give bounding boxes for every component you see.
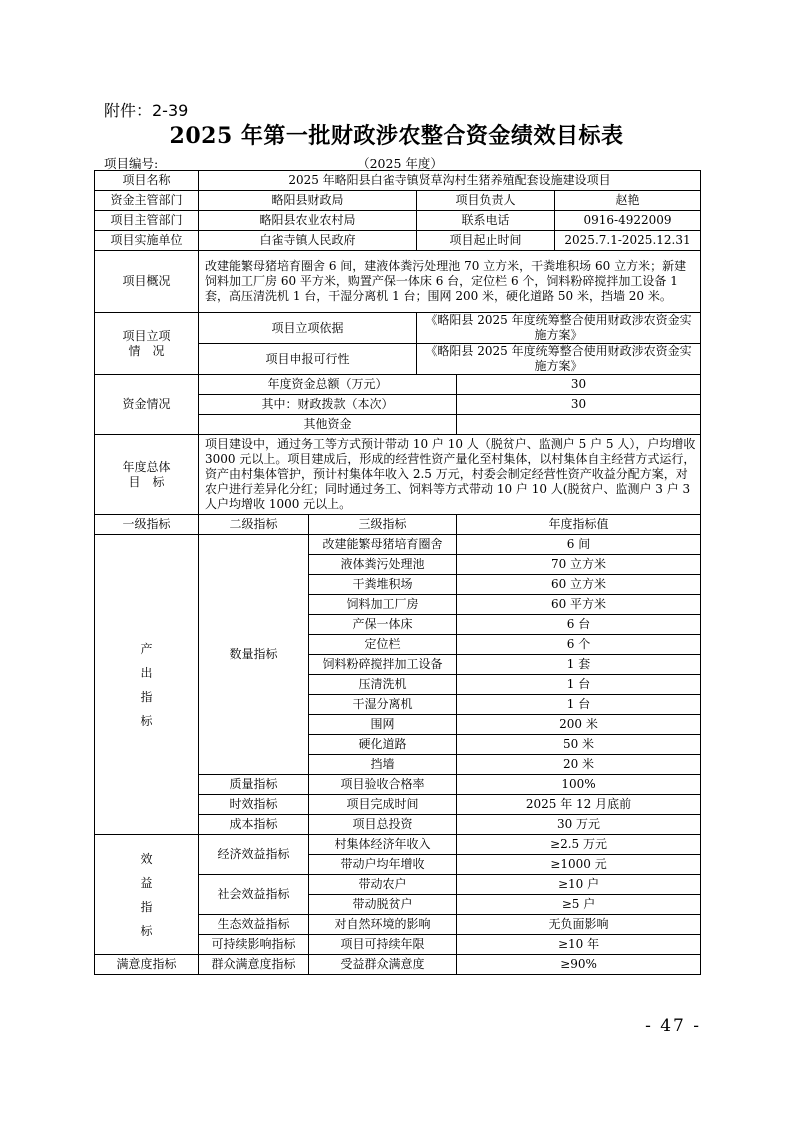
- basis-value: 《略阳县 2025 年度统筹整合使用财政涉农资金实施方案》: [417, 313, 701, 344]
- indicator-name: 带动农户: [309, 875, 457, 895]
- indicator-value: 60 平方米: [457, 595, 701, 615]
- project-number-label: 项目编号:: [104, 156, 159, 171]
- feasibility-value: 《略阳县 2025 年度统筹整合使用财政涉农资金实施方案》: [417, 344, 701, 375]
- total-funds-row: [95, 375, 701, 395]
- indicator-value: 6 个: [457, 635, 701, 655]
- approval-label: [95, 313, 199, 375]
- indicator-name: 带动脱贫户: [309, 895, 457, 915]
- indicator-name: 项目可持续年限: [309, 935, 457, 955]
- performance-target-table: [94, 170, 701, 975]
- indicator-name: 压清洗机: [309, 675, 457, 695]
- leader-value: 赵艳: [555, 191, 701, 211]
- table-row: [95, 955, 701, 975]
- output-indicator-label: 产 出 指 标: [95, 535, 199, 835]
- indicator-name: 围网: [309, 715, 457, 735]
- indicator-name: 项目总投资: [309, 815, 457, 835]
- indicator-name: 产保一体床: [309, 615, 457, 635]
- indicator-name: 改建能繁母猪培育圈舍: [309, 535, 457, 555]
- indicator-value: ≥10 户: [457, 875, 701, 895]
- page-number: - 47 -: [645, 1016, 701, 1036]
- indicator-name: 硬化道路: [309, 735, 457, 755]
- indicator-name: 干湿分离机: [309, 695, 457, 715]
- indicator-value: ≥1000 元: [457, 855, 701, 875]
- goal-text: 项目建设中，通过务工等方式预计带动 10 户 10 人（脱贫户、监测户 5 户 5 人），户均增收 3000 元以上。项目建成后，形成的经营性资产量化至村集体，以村集体自主经营方式运行，资产由村集体管护，预计村集体年收入 2.5 万元，村委会制定经营性资产收益分配方案，对农户进行差异化分红；同时通过务工、饲料等方式带动 10 户 10 人(脱贫户、监测户 3 户 3 人户均增收 1000 元以上。: [199, 435, 701, 515]
- indicator-value: ≥5 户: [457, 895, 701, 915]
- indicator-value: 20 米: [457, 755, 701, 775]
- indicator-name: 挡墙: [309, 755, 457, 775]
- goal-label-line1: 年度总体: [122, 459, 171, 474]
- indicator-header-row: [95, 515, 701, 535]
- goal-label: [95, 435, 199, 515]
- indicator-value: 50 米: [457, 735, 701, 755]
- indicator-value: 100%: [457, 775, 701, 795]
- indicator-value: 60 立方米: [457, 575, 701, 595]
- indicator-name: 带动户均年增收: [309, 855, 457, 875]
- indicator-value: ≥10 年: [457, 935, 701, 955]
- goal-row: [95, 435, 701, 515]
- indicator-name: 饲料粉碎搅拌加工设备: [309, 655, 457, 675]
- other-funds-value: [457, 415, 701, 435]
- project-dept-row: [95, 211, 701, 231]
- project-dept-label: 项目主管部门: [95, 211, 199, 231]
- indicator-name: 受益群众满意度: [309, 955, 457, 975]
- basis-label: 项目立项依据: [199, 313, 417, 344]
- phone-label: 联系电话: [417, 211, 555, 231]
- phone-value: 0916-4922009: [555, 211, 701, 231]
- total-funds-value: 30: [457, 375, 701, 395]
- approval-label-line2: 情 况: [128, 343, 165, 358]
- table-row: [95, 535, 701, 555]
- table-row: [95, 835, 701, 855]
- indicator-value: 无负面影响: [457, 915, 701, 935]
- impl-unit-row: [95, 231, 701, 251]
- period-value: 2025.7.1-2025.12.31: [555, 231, 701, 251]
- goal-label-line2: 目 标: [128, 474, 165, 489]
- overview-label: 项目概况: [95, 251, 199, 313]
- col-level3: 三级指标: [309, 515, 457, 535]
- leader-label: 项目负责人: [417, 191, 555, 211]
- indicator-value: ≥90%: [457, 955, 701, 975]
- indicator-value: 30 万元: [457, 815, 701, 835]
- indicator-name: 对自然环境的影响: [309, 915, 457, 935]
- funds-label: 资金情况: [95, 375, 199, 435]
- social-indicator-label: 社会效益指标: [199, 875, 309, 915]
- quantity-indicator-label: 数量指标: [199, 535, 309, 775]
- cost-indicator-label: 成本指标: [199, 815, 309, 835]
- other-funds-label: 其他资金: [199, 415, 457, 435]
- indicator-name: 项目完成时间: [309, 795, 457, 815]
- indicator-value: 6 台: [457, 615, 701, 635]
- quality-indicator-label: 质量指标: [199, 775, 309, 795]
- timeliness-indicator-label: 时效指标: [199, 795, 309, 815]
- indicator-name: 定位栏: [309, 635, 457, 655]
- indicator-value: 2025 年 12 月底前: [457, 795, 701, 815]
- eco-indicator-label: 生态效益指标: [199, 915, 309, 935]
- fund-dept-label: 资金主管部门: [95, 191, 199, 211]
- fund-dept-value: 略阳县财政局: [199, 191, 417, 211]
- col-level1: 一级指标: [95, 515, 199, 535]
- indicator-value: 200 米: [457, 715, 701, 735]
- approval-label-line1: 项目立项: [122, 328, 171, 343]
- indicator-value: 1 台: [457, 675, 701, 695]
- sustain-indicator-label: 可持续影响指标: [199, 935, 309, 955]
- overview-text: 改建能繁母猪培育圈舍 6 间，建液体粪污处理池 70 立方米，干粪堆积场 60 立方米；新建饲料加工厂房 60 平方米，购置产保一体床 6 台，定位栏 6 个，饲料粉碎搅拌加工设备 1 套，高压清洗机 1 台，干湿分离机 1 台；围网 200 米，硬化道路 50 米，挡墙 20 米。: [199, 251, 701, 313]
- indicator-name: 干粪堆积场: [309, 575, 457, 595]
- project-name-row: [95, 171, 701, 191]
- project-dept-value: 略阳县农业农村局: [199, 211, 417, 231]
- indicator-value: 6 间: [457, 535, 701, 555]
- year-label: （2025 年度）: [357, 156, 443, 171]
- indicator-name: 村集体经济年收入: [309, 835, 457, 855]
- total-funds-label: 年度资金总额（万元）: [199, 375, 457, 395]
- economic-indicator-label: 经济效益指标: [199, 835, 309, 875]
- period-label: 项目起止时间: [417, 231, 555, 251]
- impl-unit-label: 项目实施单位: [95, 231, 199, 251]
- satisfaction-sub-label: 群众满意度指标: [199, 955, 309, 975]
- attachment-label: 附件：2-39: [104, 101, 189, 120]
- indicator-name: 项目验收合格率: [309, 775, 457, 795]
- indicator-value: 1 套: [457, 655, 701, 675]
- benefit-indicator-label: 效 益 指 标: [95, 835, 199, 955]
- overview-row: [95, 251, 701, 313]
- indicator-value: ≥2.5 万元: [457, 835, 701, 855]
- impl-unit-value: 白雀寺镇人民政府: [199, 231, 417, 251]
- fund-dept-row: [95, 191, 701, 211]
- col-value: 年度指标值: [457, 515, 701, 535]
- indicator-value: 70 立方米: [457, 555, 701, 575]
- fiscal-label: 其中：财政拨款（本次）: [199, 395, 457, 415]
- indicator-value: 1 台: [457, 695, 701, 715]
- indicator-name: 液体粪污处理池: [309, 555, 457, 575]
- basis-row: [95, 313, 701, 344]
- col-level2: 二级指标: [199, 515, 309, 535]
- project-name-value: 2025 年略阳县白雀寺镇贤草沟村生猪养殖配套设施建设项目: [199, 171, 701, 191]
- fiscal-value: 30: [457, 395, 701, 415]
- project-name-label: 项目名称: [95, 171, 199, 191]
- satisfaction-indicator-label: 满意度指标: [95, 955, 199, 975]
- document-title: 2025 年第一批财政涉农整合资金绩效目标表: [169, 123, 624, 149]
- indicator-name: 饲料加工厂房: [309, 595, 457, 615]
- feasibility-label: 项目申报可行性: [199, 344, 417, 375]
